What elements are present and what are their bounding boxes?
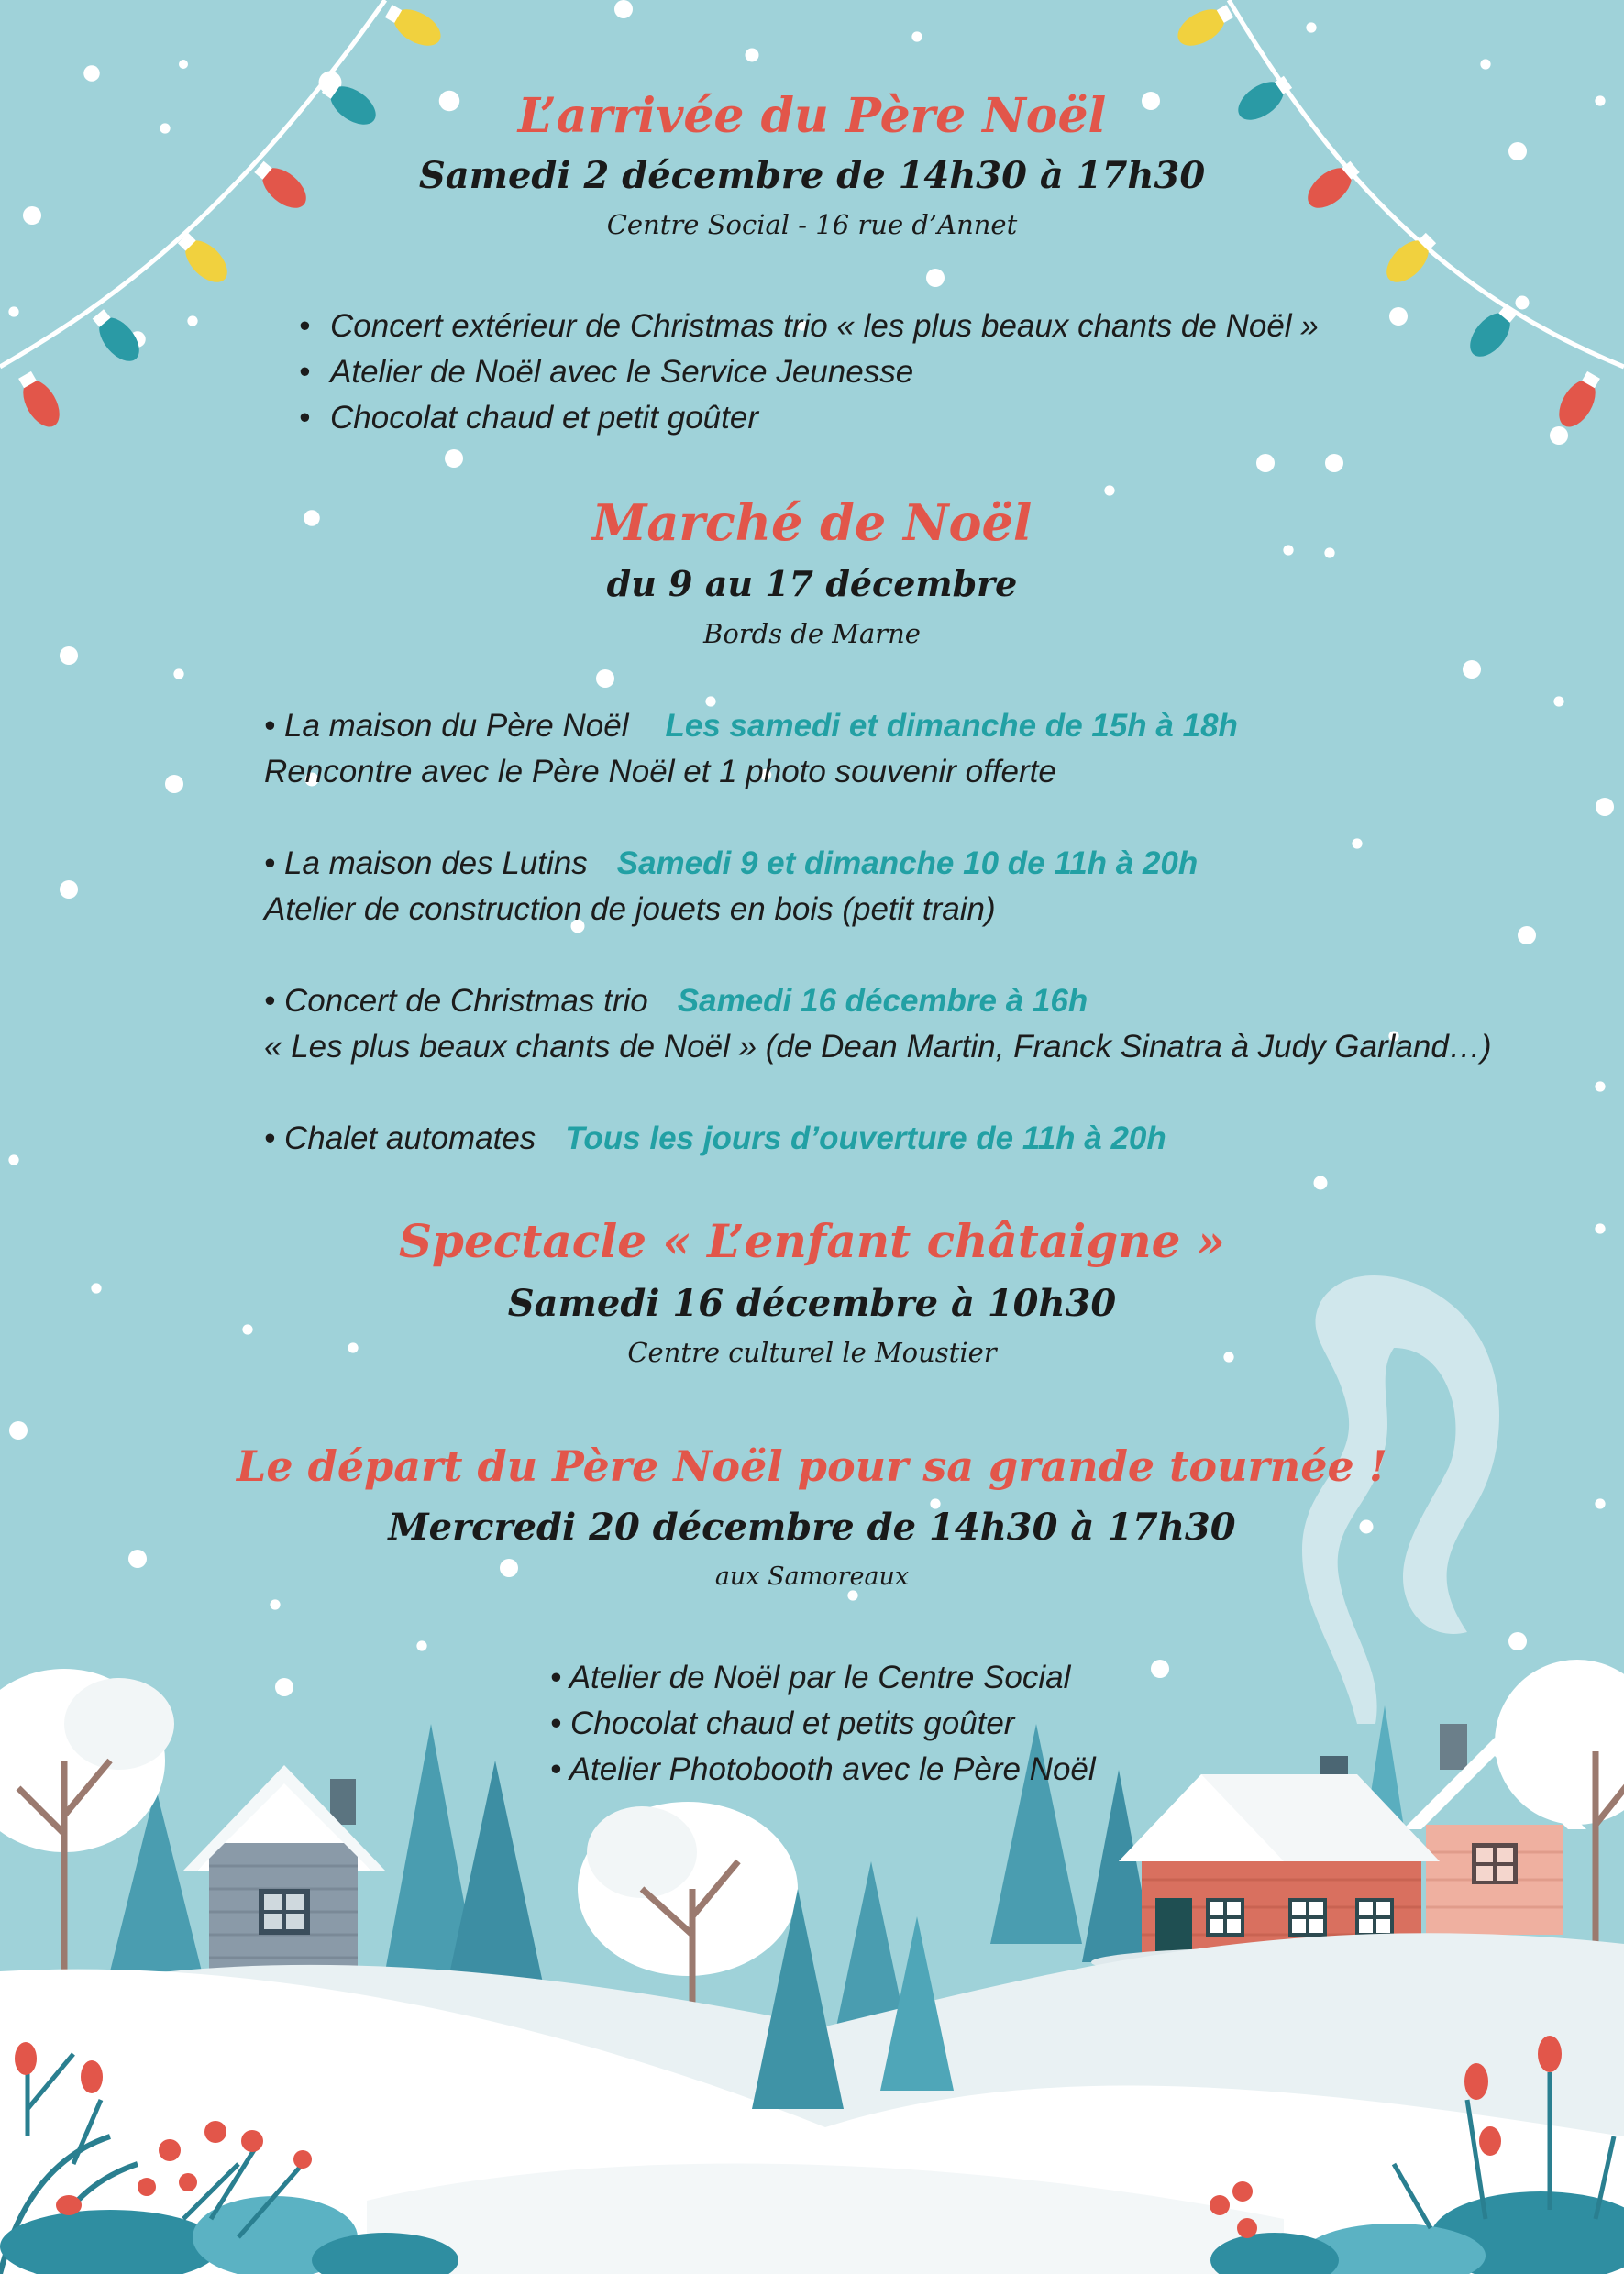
list-item: • Atelier de Noël par le Centre Social	[550, 1660, 1071, 1695]
section-place-marche: Bords de Marne	[703, 618, 921, 649]
section-title-spectacle: Spectacle « L’enfant châtaigne »	[398, 1214, 1226, 1268]
market-entry: • La maison du Père Noël Les samedi et dimanche de 15h à 18h	[264, 708, 1238, 744]
list-item-text: Chocolat chaud et petit goûter	[330, 400, 758, 436]
list-item: • Chocolat chaud et petit goûter	[299, 400, 758, 436]
market-entry-desc: « Les plus beaux chants de Noël » (de Dean Martin, Franck Sinatra à Judy Garland…)	[264, 1029, 1492, 1065]
market-entry-name: Concert de Christmas trio	[283, 983, 648, 1019]
market-entry-name: Chalet automates	[283, 1120, 536, 1156]
market-entry: • Chalet automates Tous les jours d’ouverture de 11h à 20h	[264, 1120, 1166, 1156]
market-entry-name: La maison des Lutins	[283, 845, 588, 881]
list-item: • Atelier Photobooth avec le Père Noël	[550, 1751, 1096, 1787]
list-item-text: Atelier de Noël avec le Service Jeunesse	[330, 354, 914, 390]
market-entry: • La maison des Lutins Samedi 9 et dimanche 10 de 11h à 20h	[264, 845, 1199, 881]
section-title-arrivee: L’arrivée du Père Noël	[517, 88, 1107, 144]
market-entry-when: Les samedi et dimanche de 15h à 18h	[665, 708, 1238, 744]
section-title-marche: Marché de Noël	[591, 493, 1033, 552]
market-entry-name: La maison du Père Noël	[283, 708, 629, 744]
list-item-text: Chocolat chaud et petits goûter	[569, 1706, 1015, 1741]
market-entry-when: Samedi 16 décembre à 16h	[677, 983, 1088, 1019]
list-item-text: Atelier de Noël par le Centre Social	[569, 1660, 1071, 1695]
market-entry-when: Tous les jours d’ouverture de 11h à 20h	[565, 1120, 1166, 1156]
list-item: • Atelier de Noël avec le Service Jeunesse	[299, 354, 914, 390]
section-place-depart: aux Samoreaux	[714, 1562, 910, 1591]
section-place-spectacle: Centre culturel le Moustier	[627, 1337, 997, 1368]
section-date-marche: du 9 au 17 décembre	[606, 563, 1018, 604]
market-entry-desc: Atelier de construction de jouets en bois (petit train)	[264, 891, 996, 927]
list-item-text: Concert extérieur de Christmas trio « les plus beaux chants de Noël »	[330, 308, 1319, 344]
section-place-arrivee: Centre Social - 16 rue d’Annet	[606, 209, 1018, 240]
list-item: • Concert extérieur de Christmas trio « les plus beaux chants de Noël »	[299, 308, 1319, 344]
section-date-arrivee: Samedi 2 décembre de 14h30 à 17h30	[418, 154, 1206, 197]
market-entry: • Concert de Christmas trio Samedi 16 décembre à 16h	[264, 983, 1088, 1019]
section-title-depart: Le départ du Père Noël pour sa grande tournée !	[237, 1441, 1387, 1491]
section-date-depart: Mercredi 20 décembre de 14h30 à 17h30	[388, 1506, 1236, 1549]
section-date-spectacle: Samedi 16 décembre à 10h30	[507, 1282, 1117, 1325]
list-item: • Chocolat chaud et petits goûter	[550, 1706, 1015, 1741]
market-entry-desc: Rencontre avec le Père Noël et 1 photo souvenir offerte	[264, 754, 1056, 789]
market-entry-when: Samedi 9 et dimanche 10 de 11h à 20h	[616, 845, 1199, 881]
list-item-text: Atelier Photobooth avec le Père Noël	[569, 1751, 1096, 1787]
